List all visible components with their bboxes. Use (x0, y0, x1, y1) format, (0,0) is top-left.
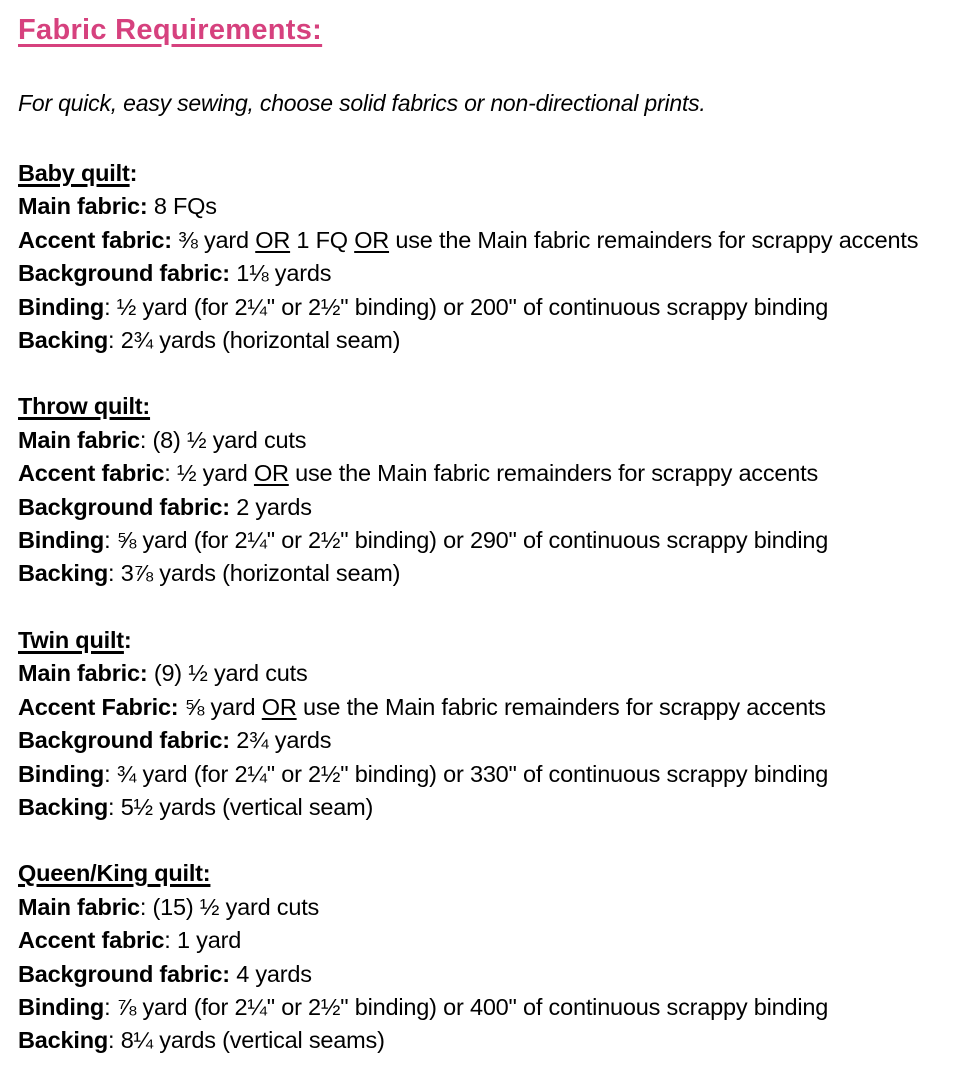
intro-text: For quick, easy sewing, choose solid fabrics or non-directional prints. (18, 90, 706, 116)
spec-value-underlined-segment: OR (354, 226, 390, 253)
spec-line (18, 724, 970, 757)
spec-line (18, 1024, 970, 1057)
spec-line (18, 991, 970, 1024)
spec-value-segment: ⅜ yard (171, 226, 256, 253)
spec-value-segment: : ½ yard (for 2¼" or 2½" binding) or 200" of continuous scrappy binding (104, 293, 829, 320)
spec-value-segment: : 2¾ yards (horizontal seam) (108, 327, 401, 354)
spec-label: Background fabric: (18, 960, 230, 987)
spec-label: Background fabric: (18, 493, 230, 520)
section-heading-underlined-text: Queen/King quilt: (18, 860, 211, 887)
spec-value-segment: use the Main fabric remainders for scrappy accents (389, 226, 919, 253)
spec-label: Accent fabric (18, 460, 165, 487)
spec-label: Background fabric: (18, 260, 230, 287)
quilt-section-baby-quilt (18, 157, 970, 357)
quilt-section-queen-king-quilt (18, 857, 970, 1057)
spec-value-segment: 2¾ yards (229, 727, 332, 754)
spec-value-segment: : 3⅞ yards (horizontal seam) (108, 560, 401, 587)
spec-line (18, 257, 970, 290)
spec-label: Binding (18, 527, 105, 554)
section-heading-underlined-text: Baby quilt (18, 160, 130, 186)
spec-value-segment: : ⅝ yard (for 2¼" or 2½" binding) or 290" of continuous scrappy binding (104, 527, 829, 554)
spec-label: Backing (18, 1027, 109, 1054)
spec-value-underlined-segment: OR (261, 693, 297, 720)
page-title: Fabric Requirements: (18, 14, 323, 46)
section-heading-underlined-text: Throw quilt: (18, 393, 151, 420)
spec-line (18, 657, 970, 690)
spec-value-segment: ⅝ yard (178, 693, 262, 720)
spec-label: Background fabric: (18, 727, 230, 754)
spec-line (18, 924, 970, 957)
spec-line (18, 524, 970, 557)
spec-value-segment: 1⅛ yards (229, 260, 332, 287)
spec-value-segment: use the Main fabric remainders for scrappy accents (296, 693, 826, 720)
spec-label: Accent fabric (18, 927, 165, 954)
spec-line (18, 791, 970, 824)
spec-line (18, 424, 970, 457)
spec-label: Binding (18, 993, 105, 1020)
spec-value-segment: 8 FQs (147, 193, 217, 220)
spec-line (18, 491, 970, 524)
spec-line (18, 758, 970, 791)
spec-value-segment: : ¾ yard (for 2¼" or 2½" binding) or 330" of continuous scrappy binding (104, 760, 829, 787)
section-heading (18, 390, 970, 423)
spec-label: Main fabric (18, 426, 140, 453)
section-heading (18, 857, 970, 890)
spec-label: Main fabric (18, 893, 140, 920)
section-heading-underlined-text: Twin quilt (18, 626, 124, 653)
spec-value-segment: 2 yards (229, 493, 312, 520)
spec-line (18, 557, 970, 590)
spec-value-segment: : 1 yard (164, 927, 242, 954)
quilt-section-throw-quilt (18, 390, 970, 590)
section-heading-colon: : (123, 626, 132, 653)
spec-label: Main fabric: (18, 660, 148, 687)
spec-value-segment: : (15) ½ yard cuts (139, 893, 320, 920)
spec-value-segment: use the Main fabric remainders for scrappy accents (288, 460, 819, 487)
spec-value-segment: : ⅞ yard (for 2¼" or 2½" binding) or 400" of continuous scrappy binding (104, 993, 829, 1020)
spec-value-segment: 4 yards (229, 960, 312, 987)
fabric-requirements-sections (18, 157, 970, 1058)
spec-label: Main fabric: (18, 193, 148, 220)
spec-label: Binding (18, 293, 105, 320)
spec-line (18, 190, 970, 223)
spec-value-underlined-segment: OR (255, 226, 291, 253)
spec-label: Backing (18, 560, 109, 587)
spec-value-segment: : 8¼ yards (vertical seams) (108, 1027, 385, 1054)
spec-line (18, 958, 970, 991)
spec-value-segment: (9) ½ yard cuts (147, 660, 308, 687)
section-heading (18, 624, 970, 657)
spec-label: Accent Fabric: (18, 693, 179, 720)
quilt-section-twin-quilt (18, 624, 970, 824)
spec-value-segment: : ½ yard (164, 460, 254, 487)
spec-label: Backing (18, 327, 109, 354)
spec-value-segment: : 5½ yards (vertical seam) (108, 793, 374, 820)
spec-line (18, 457, 970, 490)
spec-line (18, 291, 970, 324)
spec-value-underlined-segment: OR (253, 460, 289, 487)
spec-label: Backing (18, 793, 109, 820)
spec-line (18, 691, 970, 724)
section-heading (18, 157, 970, 190)
spec-line (18, 224, 970, 257)
spec-line (18, 891, 970, 924)
spec-line (18, 324, 970, 357)
section-heading-colon: : (129, 160, 138, 186)
spec-label: Binding (18, 760, 105, 787)
spec-label: Accent fabric: (18, 226, 172, 253)
spec-value-segment: 1 FQ (290, 226, 355, 253)
spec-value-segment: : (8) ½ yard cuts (139, 426, 307, 453)
